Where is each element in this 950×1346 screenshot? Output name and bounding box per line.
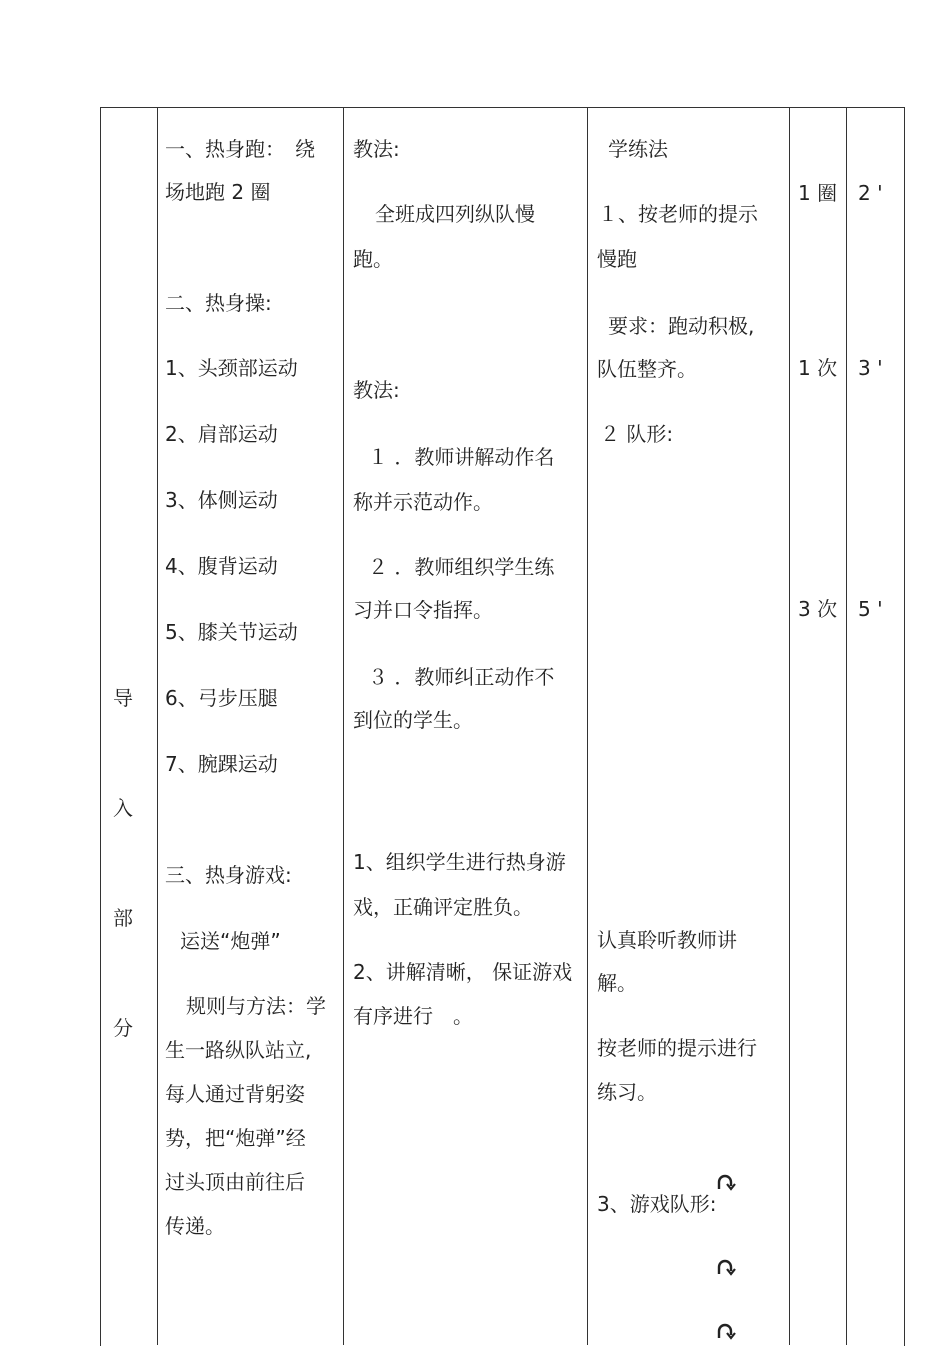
- times-value: 1 圈: [798, 181, 838, 205]
- content-line: 4、腹背运动: [165, 554, 278, 578]
- minutes-value: 2 ': [858, 181, 883, 205]
- content-line: 过头顶由前往后: [165, 1170, 305, 1194]
- column-divider: [343, 107, 344, 1345]
- content-line: 7、腕踝运动: [165, 752, 278, 776]
- content-line: 三、热身游戏:: [165, 863, 292, 887]
- times-value: 1 次: [798, 356, 838, 380]
- learning-line: 队伍整齐。: [597, 357, 697, 381]
- column-divider: [587, 107, 588, 1345]
- content-line: 1、头颈部运动: [165, 356, 298, 380]
- content-line: 一、热身跑： 绕: [165, 137, 315, 161]
- teaching-line: ３ ．教师纠正动作不: [368, 665, 555, 689]
- formation-person-icon: [716, 1322, 738, 1340]
- teaching-line: 有序进行 。: [353, 1004, 473, 1028]
- column-divider: [157, 107, 158, 1345]
- teaching-line: 跑。: [353, 247, 393, 271]
- learning-line: 要求：跑动积极,: [608, 314, 755, 338]
- teaching-line: 1、组织学生进行热身游: [353, 850, 566, 874]
- minutes-value: 3 ': [858, 356, 883, 380]
- formation-person-icon: [716, 1173, 738, 1191]
- times-value: 3 次: [798, 597, 838, 621]
- learning-line: 解。: [597, 971, 637, 995]
- content-line: 运送“炮弹”: [180, 929, 281, 953]
- content-line: 3、体侧运动: [165, 488, 278, 512]
- section-label-char: 导: [113, 686, 133, 710]
- learning-line: 练习。: [597, 1080, 657, 1104]
- learning-line: 3、游戏队形:: [597, 1192, 717, 1216]
- section-label-char: 分: [113, 1016, 133, 1040]
- teaching-line: １ ．教师讲解动作名: [368, 445, 555, 469]
- learning-line: 按老师的提示进行: [597, 1036, 757, 1060]
- teaching-line: 习并口令指挥。: [353, 598, 493, 622]
- content-line: 二、热身操:: [165, 291, 272, 315]
- teaching-line: 戏，正确评定胜负。: [353, 895, 533, 919]
- content-line: 规则与方法：学: [186, 994, 326, 1018]
- content-line: 5、膝关节运动: [165, 620, 298, 644]
- content-line: 生一路纵队站立,: [165, 1038, 312, 1062]
- teaching-line: 到位的学生。: [353, 708, 473, 732]
- learning-line: 慢跑: [597, 247, 637, 271]
- content-line: 2、肩部运动: [165, 422, 278, 446]
- content-line: 势，把“炮弹”经: [165, 1126, 306, 1150]
- content-line: 每人通过背躬姿: [165, 1082, 305, 1106]
- teaching-line: 教法:: [353, 137, 400, 161]
- column-divider: [846, 107, 847, 1345]
- learning-line: １、按老师的提示: [598, 202, 758, 226]
- content-line: 场地跑 2 圈: [165, 180, 271, 204]
- teaching-line: 教法:: [353, 378, 400, 402]
- section-label-char: 部: [113, 906, 133, 930]
- learning-line: 认真聆听教师讲: [597, 928, 737, 952]
- formation-person-icon: [716, 1258, 738, 1276]
- minutes-value: 5 ': [858, 597, 883, 621]
- teaching-line: 称并示范动作。: [353, 490, 493, 514]
- section-label-char: 入: [113, 796, 133, 820]
- teaching-line: 全班成四列纵队慢: [375, 202, 535, 226]
- teaching-line: ２ ．教师组织学生练: [368, 555, 555, 579]
- learning-line: ２ 队形:: [600, 422, 674, 446]
- content-line: 6、弓步压腿: [165, 686, 278, 710]
- content-line: 传递。: [165, 1214, 225, 1238]
- learning-line: 学练法: [608, 137, 668, 161]
- teaching-line: 2、讲解清晰， 保证游戏: [353, 960, 573, 984]
- column-divider: [789, 107, 790, 1345]
